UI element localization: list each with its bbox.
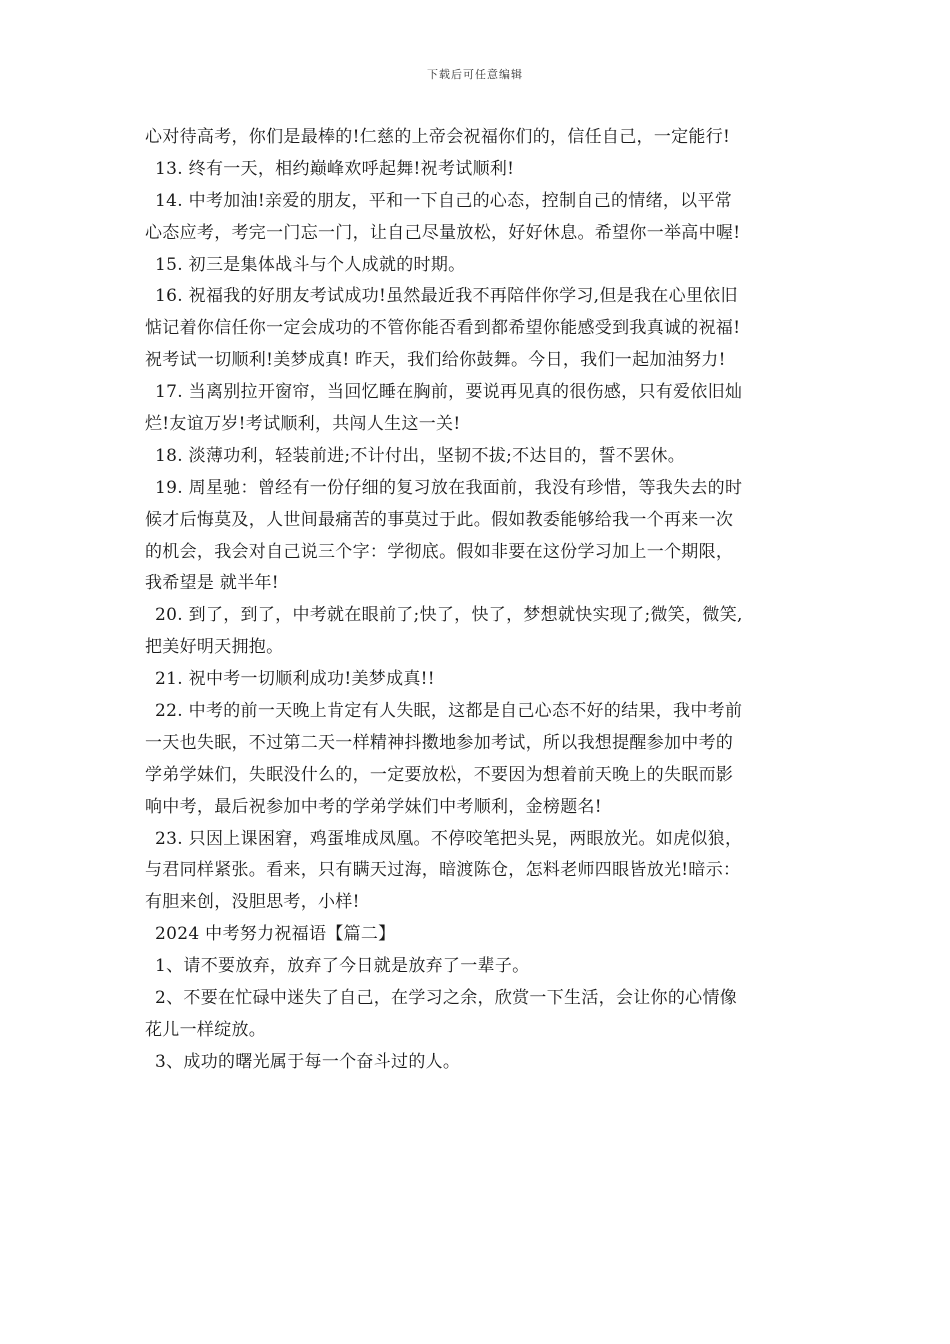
text-line: 2024 中考努力祝福语【篇二】	[155, 924, 396, 945]
text-line: 14. 中考加油!亲爱的朋友，平和一下自己的心态，控制自己的情绪，以平常	[155, 190, 733, 211]
page-header: 下载后可任意编辑	[427, 68, 523, 81]
text-line: 候才后悔莫及，人世间最痛苦的事莫过于此。假如教委能够给我一个再来一次	[145, 509, 734, 530]
text-line: 15. 初三是集体战斗与个人成就的时期。	[155, 254, 466, 275]
text-line: 有胆来创，没胆思考，小样!	[145, 892, 360, 913]
text-line: 学弟学妹们，失眠没什么的，一定要放松，不要因为想着前天晚上的失眠而影	[145, 764, 734, 785]
document-body	[145, 122, 817, 1079]
text-line: 20. 到了，到了，中考就在眼前了;快了，快了，梦想就快实现了;微笑，微笑,	[155, 605, 743, 626]
text-line: 烂!友谊万岁!考试顺利，共闯人生这一关!	[145, 414, 461, 435]
text-line: 3、成功的曙光属于每一个奋斗过的人。	[155, 1051, 461, 1072]
text-line: 21. 祝中考一切顺利成功!美梦成真!!	[155, 669, 435, 690]
text-line: 一天也失眠，不过第二天一样精神抖擞地参加考试，所以我想提醒参加中考的	[145, 732, 734, 753]
text-line: 17. 当离别拉开窗帘，当回忆睡在胸前，要说再见真的很伤感，只有爱依旧灿	[155, 382, 743, 403]
text-line: 把美好明天拥抱。	[145, 637, 284, 658]
text-line: 1、请不要放弃，放弃了今日就是放弃了一辈子。	[155, 956, 530, 977]
text-line: 23. 只因上课困窘，鸡蛋堆成凤凰。不停咬笔把头晃，两眼放光。如虎似狼，	[155, 828, 743, 849]
text-line: 响中考，最后祝参加中考的学弟学妹们中考顺利，金榜题名!	[145, 796, 602, 817]
text-line: 与君同样紧张。看来，只有瞒天过海，暗渡陈仓，怎料老师四眼皆放光!暗示：	[145, 860, 741, 881]
text-line: 22. 中考的前一天晚上肯定有人失眠，这都是自己心态不好的结果，我中考前	[155, 701, 743, 722]
text-line: 花儿一样绽放。	[145, 1019, 267, 1040]
text-line: 心对待高考，你们是最棒的!仁慈的上帝会祝福你们的，信任自己，一定能行!	[145, 127, 731, 147]
text-line: 惦记着你信任你一定会成功的不管你能否看到都希望你能感受到我真诚的祝福!	[145, 318, 741, 339]
text-line: 心态应考，考完一门忘一门，让自己尽量放松，好好休息。希望你一举高中喔!	[145, 222, 741, 243]
text-line: 16. 祝福我的好朋友考试成功!虽然最近我不再陪伴你学习,但是我在心里依旧	[155, 286, 738, 307]
text-line: 我希望是 就半年!	[145, 573, 279, 594]
text-line: 18. 淡薄功利，轻装前进;不计付出，坚韧不拔;不达目的，誓不罢休。	[155, 445, 686, 466]
text-line: 祝考试一切顺利!美梦成真! 昨天，我们给你鼓舞。今日，我们一起加油努力!	[145, 350, 726, 371]
text-line: 13. 终有一天，相约巅峰欢呼起舞!祝考试顺利!	[155, 158, 515, 179]
text-line: 19. 周星驰：曾经有一份仔细的复习放在我面前，我没有珍惜，等我失去的时	[155, 477, 743, 498]
text-line: 的机会，我会对自己说三个字：学彻底。假如非要在这份学习加上一个期限，	[145, 541, 734, 562]
text-line: 2、不要在忙碌中迷失了自己，在学习之余，欣赏一下生活，会让你的心情像	[155, 988, 738, 1009]
